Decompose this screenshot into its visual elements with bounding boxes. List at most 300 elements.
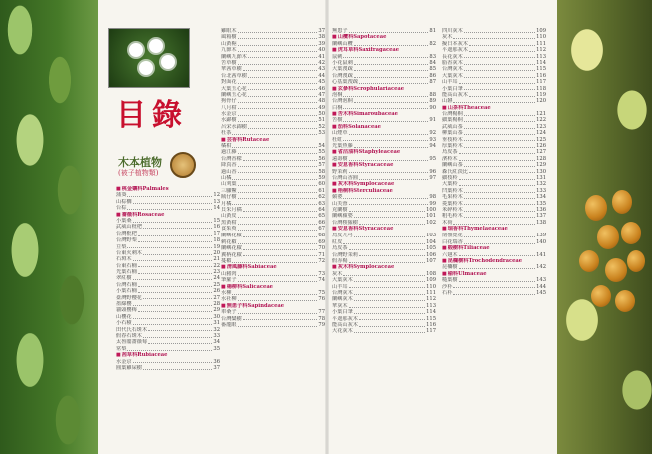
page-number: 105 (426, 245, 436, 252)
dot-leader (464, 89, 535, 90)
family-name: ■ 楊柳科Salicaceae (221, 284, 273, 290)
dot-leader (138, 266, 213, 267)
page-number: 99 (429, 200, 436, 207)
dot-leader (238, 243, 318, 244)
page-number: 111 (426, 290, 436, 296)
plant-name: 豆梨 (116, 243, 127, 250)
dot-leader (243, 211, 318, 212)
page-number: 136 (536, 206, 546, 213)
dot-leader (243, 249, 318, 250)
dot-leader (354, 217, 425, 218)
plant-name: 蘭嶼山茶 (442, 162, 463, 169)
page-number: 92 (429, 130, 436, 137)
page-number: 123 (536, 123, 546, 130)
plant-name: 濱柃木 (442, 155, 458, 162)
page-number: 126 (536, 143, 546, 150)
dot-leader (243, 236, 318, 237)
page-number: 115 (426, 315, 436, 322)
dot-leader (133, 362, 213, 363)
family-name: ■ 茜草科Rubiaceae (116, 352, 167, 358)
page-number: 93 (429, 136, 436, 143)
page-number: 124 (536, 130, 546, 137)
plant-name: 大葉溲疏 (332, 66, 353, 73)
plant-name: 厚葉柃木 (442, 143, 463, 150)
plant-name: 台灣香檬 (221, 155, 242, 162)
page-number: 97 (429, 174, 436, 181)
plant-name: 筆羅子 (221, 277, 237, 284)
page-number: 110 (426, 283, 436, 290)
toc-entry (332, 328, 436, 334)
page-number: 106 (426, 251, 436, 258)
dot-leader (143, 254, 212, 255)
plant-name: 蘭嶼玉心花 (221, 91, 247, 98)
page-number: 68 (318, 232, 325, 239)
dot-leader (453, 38, 535, 39)
dot-leader (238, 192, 318, 193)
dot-leader (238, 108, 318, 109)
dot-leader (238, 102, 318, 103)
page-number: 56 (318, 155, 325, 162)
page-number: 90 (429, 104, 436, 111)
plant-name: 賊仔樹 (221, 194, 237, 201)
page-number: 50 (318, 111, 325, 118)
page-number: 70 (318, 245, 325, 252)
plant-name: 常梨 (116, 345, 127, 352)
dot-leader (349, 32, 429, 33)
plant-name: 台灣枇杷 (116, 230, 137, 237)
dot-leader (238, 217, 318, 218)
dot-leader (138, 286, 213, 287)
plant-name: 灰木 (332, 270, 343, 277)
page-number: 140 (536, 238, 546, 245)
family-name: ■ 清風藤科Sabiaceae (221, 264, 277, 270)
page-number: 76 (318, 296, 325, 303)
plant-name: 台東火刺木 (116, 249, 142, 256)
dot-leader (464, 217, 535, 218)
page-number: 38 (318, 34, 325, 41)
plant-name: 對面花 (221, 79, 237, 86)
plant-name: 水金京 (221, 111, 237, 118)
family-name: ■ 安息香科Styracaceae (332, 226, 393, 232)
plant-name: 粗毛柃木 (442, 213, 463, 220)
dot-leader (248, 128, 317, 129)
plant-name: 能高山灰木 (332, 321, 358, 328)
page-number: 130 (536, 168, 546, 175)
dot-leader (248, 57, 317, 58)
dot-leader (464, 198, 535, 199)
dot-leader (469, 51, 535, 52)
page-number: 109 (536, 28, 546, 34)
dot-leader (464, 243, 535, 244)
dot-leader (459, 83, 536, 84)
page-number: 135 (536, 200, 546, 207)
page-number: 134 (536, 194, 546, 201)
page-number: 57 (318, 162, 325, 169)
dot-leader (464, 115, 535, 116)
dot-leader (453, 287, 535, 288)
dot-leader (349, 307, 426, 308)
plant-name: 番龍眼 (221, 321, 237, 328)
plant-name: 假春石斑木 (116, 332, 142, 339)
page-number: 30 (213, 313, 220, 320)
plant-name: 泡桐 (332, 91, 343, 98)
left-leaf-photo (0, 0, 98, 454)
dot-leader (349, 211, 426, 212)
page-number: 15 (213, 217, 220, 224)
page-number: 114 (426, 309, 436, 316)
dot-leader (354, 313, 425, 314)
plant-name: 過山香 (221, 168, 237, 175)
page-number: 112 (426, 296, 436, 303)
dot-leader (349, 160, 429, 161)
dot-leader (133, 203, 213, 204)
dot-leader (232, 262, 317, 263)
page-number: 31 (213, 320, 220, 327)
plant-name: 貝朱月橘 (221, 206, 242, 213)
page-number: 77 (318, 309, 325, 316)
plant-name: 山羊耳 (332, 283, 348, 290)
plant-name: 大葉灰木 (332, 277, 353, 284)
plant-name: 狗骨仔 (221, 98, 237, 105)
dot-leader (243, 255, 318, 256)
dot-leader (248, 77, 317, 78)
page-number: 116 (536, 72, 546, 79)
plant-name: 蒲葵 (116, 192, 127, 199)
dot-leader (238, 300, 318, 301)
page-number: 96 (429, 168, 436, 175)
dot-leader (238, 38, 318, 39)
page-number: 14 (213, 205, 220, 212)
dot-leader (464, 121, 535, 122)
page-number: 79 (318, 321, 325, 328)
family-name: ■ 苦木科Simaroubaceae (332, 111, 398, 117)
plant-name: 蘭嶼蘋婆 (332, 213, 353, 220)
plant-name: 水金京 (116, 358, 132, 365)
page-title: 目錄 (116, 98, 188, 133)
page-number: 32 (213, 326, 220, 333)
plant-name: 凹葉柃木 (442, 187, 463, 194)
dot-leader (238, 275, 318, 276)
dot-leader (459, 255, 536, 256)
page-number: 18 (213, 237, 220, 244)
dot-leader (133, 279, 213, 280)
plant-name: 臺灣野櫻花 (116, 294, 142, 301)
plant-name: 刺花椒 (221, 238, 237, 245)
plant-name: 石斑木 (116, 256, 132, 263)
dot-leader (232, 147, 317, 148)
plant-name: 水柳 (221, 290, 232, 296)
dot-leader (469, 172, 535, 173)
family-name: ■ 茄科Solanaceae (332, 124, 381, 130)
plant-name: 擬日本灰木 (442, 40, 468, 47)
dot-leader (459, 268, 536, 269)
plant-name: 糙葉樹 (442, 277, 458, 284)
plant-name: 台棕 (116, 205, 127, 212)
page-number: 54 (318, 143, 325, 150)
dot-leader (453, 102, 535, 103)
plant-name: 烏皮茶 (332, 245, 348, 252)
dot-leader (354, 45, 429, 46)
toc-column-2 (221, 28, 325, 328)
page-number: 83 (429, 53, 436, 60)
dot-leader (133, 324, 213, 325)
page-number: 85 (429, 66, 436, 73)
plant-name: 過江藤 (221, 149, 237, 156)
page-number: 117 (536, 79, 546, 86)
plant-name: 台灣灰木 (332, 290, 353, 296)
plant-name: 山芙蓉 (332, 200, 348, 207)
page-number: 84 (429, 59, 436, 66)
section-heading: 木本植物 (118, 156, 162, 169)
plant-name: 圓葉雞屎樹 (116, 364, 142, 371)
dot-leader (238, 326, 318, 327)
page-number: 24 (213, 275, 220, 282)
page-number: 137 (536, 213, 546, 220)
dot-leader (349, 134, 429, 135)
dot-leader (354, 294, 425, 295)
page-number: 69 (318, 238, 325, 245)
page-number: 113 (536, 53, 546, 60)
page-number: 114 (536, 59, 546, 66)
page-number: 34 (213, 339, 220, 346)
dot-leader (138, 241, 213, 242)
dot-leader (359, 319, 425, 320)
plant-name: 台北茜草樹 (221, 72, 247, 79)
dot-leader (143, 337, 212, 338)
page-number: 103 (426, 232, 436, 239)
page-number: 98 (429, 194, 436, 201)
plant-name: 小葉石楠 (116, 288, 137, 295)
plant-name: 光葉魚藤 (332, 143, 353, 150)
plant-name: 台灣灰木 (442, 66, 463, 73)
plant-name: 貓頭櫻梅 (116, 307, 137, 314)
plant-name: 華茜草樹 (221, 66, 242, 73)
plant-name: 黑黃柑 (221, 219, 237, 226)
page-number: 145 (536, 290, 546, 296)
page-number: 46 (318, 85, 325, 92)
dot-leader (343, 96, 428, 97)
plant-name: 假赤楊 (332, 258, 348, 265)
plant-name: 三腳鱉 (221, 187, 237, 194)
page-number: 51 (318, 117, 325, 124)
dot-leader (464, 140, 535, 141)
dot-leader (349, 172, 429, 173)
dot-leader (238, 83, 318, 84)
page-number: 109 (426, 277, 436, 284)
page-number: 25 (213, 281, 220, 288)
page-number: 42 (318, 59, 325, 66)
dot-leader (232, 294, 317, 295)
page-number: 23 (213, 269, 220, 276)
plant-name: 台灣欒樹 (221, 315, 242, 322)
plant-name: 翼柄花椒 (221, 251, 242, 258)
plant-name: 柳葉山茶 (442, 130, 463, 137)
dot-leader (469, 96, 535, 97)
page-number: 125 (536, 136, 546, 143)
dot-leader (143, 369, 212, 370)
dot-leader (238, 45, 318, 46)
plant-name: 烏皮茶 (442, 149, 458, 156)
plant-name: 烏皮九芎 (332, 232, 353, 239)
dot-leader (354, 281, 425, 282)
dot-leader (464, 166, 535, 167)
dot-leader (354, 300, 425, 301)
plant-name: 蘭嶼九節木 (221, 53, 247, 60)
dot-leader (238, 281, 318, 282)
page-number: 20 (213, 249, 220, 256)
page-number: 144 (536, 283, 546, 290)
page-number: 44 (318, 72, 325, 79)
page-number: 131 (536, 174, 546, 181)
page-number: 62 (318, 194, 325, 201)
dot-leader (464, 236, 535, 237)
dot-leader (248, 96, 317, 97)
family-name: ■ 梧桐科Sterculiaceae (332, 188, 393, 194)
plant-name: 克蘭樹 (332, 206, 348, 213)
toc-entry (221, 322, 325, 328)
toc-entry (116, 365, 220, 371)
dot-leader (349, 262, 426, 263)
plant-name: 降真香 (221, 162, 237, 169)
section-subheading: (被子植物類) (118, 169, 159, 177)
page-number: 36 (213, 358, 220, 365)
dot-leader (354, 64, 429, 65)
plant-name: 台東石楠 (116, 262, 137, 269)
plant-name: 山豬肉 (221, 270, 237, 277)
plant-name: 紅皮 (332, 238, 343, 245)
dot-leader (238, 121, 318, 122)
page-number: 67 (318, 226, 325, 233)
plant-name: 心基葉溲疏 (332, 79, 358, 86)
plant-name: 光葉石楠 (116, 269, 137, 276)
plant-name: 雞眼木 (221, 28, 237, 34)
family-name: ■ 山茶科Theaceae (442, 105, 491, 111)
plant-name: 長花灰木 (442, 53, 463, 60)
plant-name: 翠紅樹 (116, 275, 132, 282)
dot-leader (238, 230, 318, 231)
family-name: ■ 灰木科Symplocaceae (332, 264, 394, 270)
page-number: 78 (318, 315, 325, 322)
plant-name: 四川灰木 (442, 28, 463, 34)
plant-name: 鼠刺 (332, 53, 343, 60)
plant-name: 蔓椒 (221, 258, 232, 265)
plant-name: 脂香灰木 (442, 59, 463, 66)
plant-name: 蘭嶼花椒 (221, 232, 242, 239)
dot-leader (464, 192, 535, 193)
dot-leader (232, 134, 317, 135)
page-number: 66 (318, 219, 325, 226)
plant-name: 台灣野梨 (116, 237, 137, 244)
dot-leader (127, 209, 212, 210)
toc-column-3 (332, 28, 436, 335)
dot-leader (127, 196, 212, 197)
plant-name: 大葉灰木 (442, 72, 463, 79)
plant-name: 苦草樹 (221, 59, 237, 66)
plant-name: 垂枝柃木 (442, 136, 463, 143)
plant-name: 小葉桑 (116, 217, 132, 224)
plant-name: 山羊耳 (442, 79, 458, 86)
plant-name: 山黃皮 (221, 213, 237, 220)
plant-name: 太魯閣薔薇莓 (116, 339, 148, 346)
page-number: 13 (213, 198, 220, 205)
dot-leader (459, 160, 536, 161)
page-number: 58 (318, 168, 325, 175)
dot-leader (464, 77, 535, 78)
page-number: 95 (429, 155, 436, 162)
page-number: 128 (536, 155, 546, 162)
plant-name: 台灣溲疏 (332, 72, 353, 79)
family-name: ■ 虎耳草科Saxifragaceae (332, 47, 399, 53)
plant-name: 華灰木 (332, 302, 348, 309)
dot-leader (238, 224, 318, 225)
dot-leader (148, 330, 212, 331)
family-name: ■ 灰木科Symplocaceae (332, 181, 394, 187)
page-number: 88 (429, 91, 436, 98)
dot-leader (464, 147, 535, 148)
page-number: 107 (426, 258, 436, 265)
dot-leader (238, 166, 318, 167)
dot-leader (464, 211, 535, 212)
page-number: 27 (213, 294, 220, 301)
plant-name: 石朴 (442, 290, 453, 296)
dot-leader (349, 287, 426, 288)
plant-name: 墨綠櫻 (116, 301, 132, 308)
plant-name: 木荷 (442, 219, 453, 226)
dot-leader (359, 224, 425, 225)
plant-name: 食茱萸 (221, 226, 237, 233)
plant-name: 武威山枇杷 (116, 224, 142, 231)
dot-leader (459, 281, 536, 282)
page-number: 87 (429, 79, 436, 86)
plant-name: 橘柑 (221, 143, 232, 150)
dot-leader (238, 153, 318, 154)
dot-leader (459, 179, 536, 180)
page-number: 63 (318, 200, 325, 207)
dot-leader (133, 305, 213, 306)
dot-leader (464, 134, 535, 135)
dot-leader (127, 247, 212, 248)
plant-name: 昆欄樹 (442, 264, 458, 271)
plant-name: 山櫻花 (116, 313, 132, 320)
page-number: 110 (536, 34, 546, 41)
plant-name: 蘭嶼花椒 (221, 245, 242, 252)
dot-leader (354, 332, 425, 333)
dot-leader (248, 89, 317, 90)
page-number: 37 (213, 364, 220, 371)
plant-name: 南嶺蕘花 (442, 232, 463, 239)
dot-leader (359, 83, 428, 84)
family-name: ■ 椴樹科Tiliaceae (442, 245, 490, 251)
plant-name: 台灣野茉莉 (332, 251, 358, 258)
dot-leader (243, 70, 318, 71)
page-number: 71 (318, 251, 325, 258)
page-number: 47 (318, 91, 325, 98)
plant-name: 小石積 (116, 320, 132, 327)
plant-name: 蘋婆 (332, 194, 343, 201)
dot-leader (138, 273, 213, 274)
plant-name: 白桐 (332, 104, 343, 111)
dot-leader (238, 198, 318, 199)
dot-leader (238, 115, 318, 116)
page-number: 53 (318, 130, 325, 137)
plant-name: 台灣楊桐 (442, 111, 463, 118)
plant-name: 田代氏石斑木 (116, 326, 148, 333)
plant-name: 大花灰木 (332, 328, 353, 335)
plant-name: 台灣石楠 (116, 281, 137, 288)
dot-leader (459, 185, 536, 186)
dot-leader (143, 228, 212, 229)
dot-leader (343, 121, 428, 122)
